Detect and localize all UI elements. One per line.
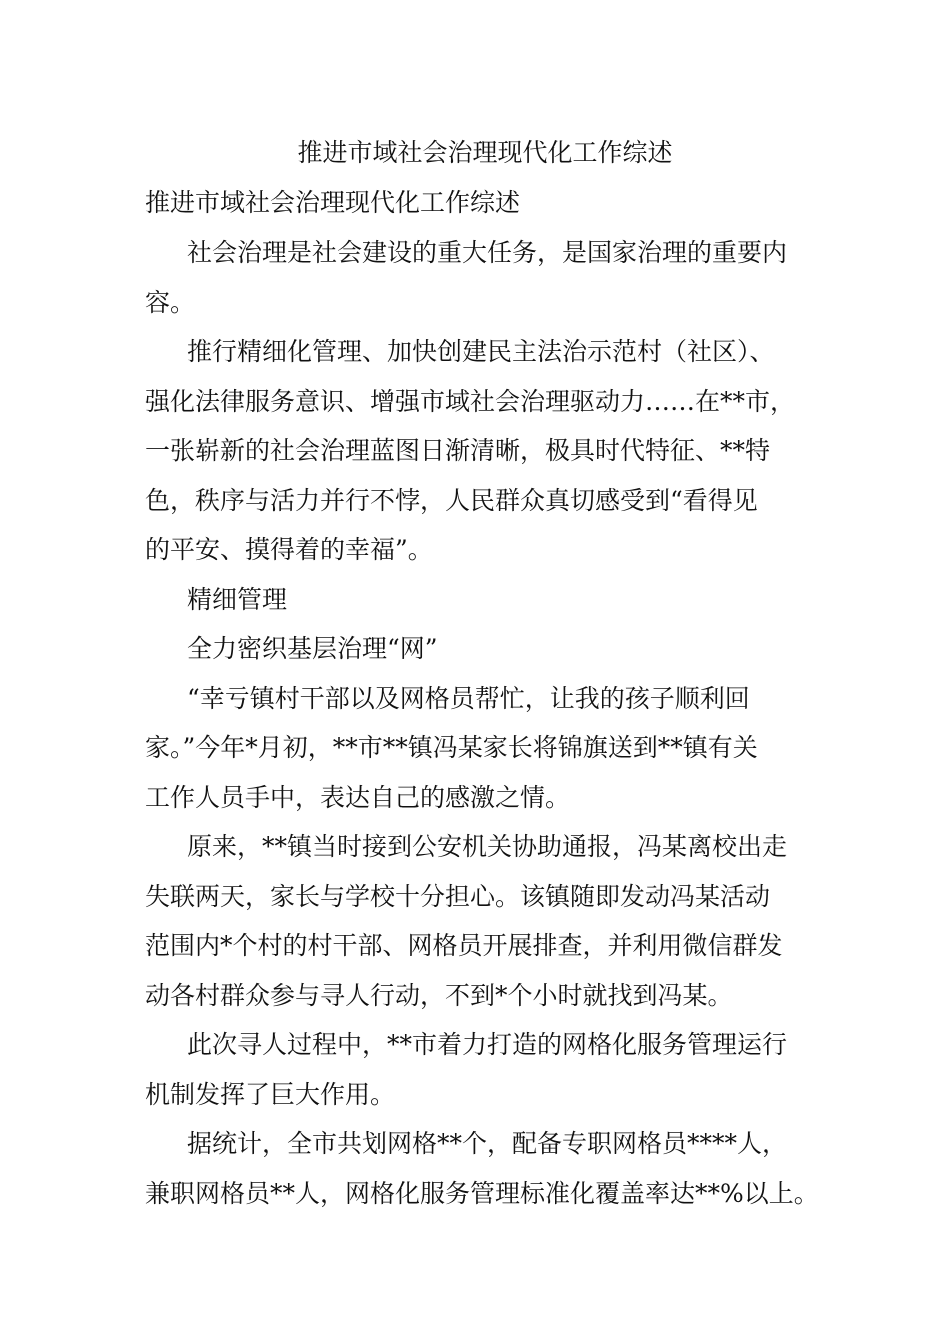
document-title: 推进市域社会治理现代化工作综述 xyxy=(297,138,673,167)
paragraph-line: 原来，**镇当时接到公安机关协助通报，冯某离校出走 xyxy=(187,832,788,861)
paragraph-line: 工作人员手中，表达自己的感激之情。 xyxy=(145,782,571,812)
section-subheading xyxy=(145,624,825,674)
paragraph-line: 一张崭新的社会治理蓝图日渐清晰，极具时代特征、**特 xyxy=(145,436,771,465)
paragraph-line: 动各村群众参与寻人行动，不到*个小时就找到冯某。 xyxy=(145,980,733,1010)
paragraph-line: 推行精细化管理、加快创建民主法治示范村（社区）、 xyxy=(187,337,775,366)
paragraph-statistics xyxy=(145,1119,825,1218)
paragraph-intro xyxy=(145,228,825,327)
paragraph-line: 据统计，全市共划网格**个，配备专职网格员****人， xyxy=(187,1129,788,1158)
section-heading xyxy=(145,575,825,625)
paragraph-story xyxy=(145,822,825,1020)
section-heading-text: 精细管理 xyxy=(187,584,288,614)
paragraph-line: 此次寻人过程中，**市着力打造的网格化服务管理运行 xyxy=(187,1030,788,1059)
paragraph-mechanism xyxy=(145,1020,825,1119)
paragraph-line: 范围内*个村的村干部、网格员开展排查，并利用微信群发 xyxy=(145,931,783,960)
document-page xyxy=(145,128,825,1218)
paragraph-line: 机制发挥了巨大作用。 xyxy=(145,1079,396,1109)
paragraph-line: 社会治理是社会建设的重大任务，是国家治理的重要内 xyxy=(187,238,788,267)
paragraph-line: 强化法律服务意识、增强市域社会治理驱动力……在**市， xyxy=(145,386,796,416)
paragraph-line: 失联两天，家长与学校十分担心。该镇随即发动冯某活动 xyxy=(145,881,771,911)
paragraph-quote xyxy=(145,674,825,823)
paragraph-line: 容。 xyxy=(145,287,196,317)
paragraph-line: 家。”今年*月初，**市**镇冯某家长将锦旗送到**镇有关 xyxy=(145,733,758,762)
section-subheading-text: 全力密织基层治理“网” xyxy=(187,634,438,663)
paragraph-line: 的平安、摸得着的幸福”。 xyxy=(145,535,433,564)
paragraph-overview xyxy=(145,327,825,575)
paragraph-line: 色，秩序与活力并行不悖，人民群众真切感受到“看得见 xyxy=(145,485,758,515)
document-subtitle: 推进市域社会治理现代化工作综述 xyxy=(145,188,521,217)
paragraph-line: 兼职网格员**人，网格化服务管理标准化覆盖率达**%以上。 xyxy=(145,1178,819,1208)
paragraph-line: “幸亏镇村干部以及网格员帮忙，让我的孩子顺利回 xyxy=(187,683,750,713)
